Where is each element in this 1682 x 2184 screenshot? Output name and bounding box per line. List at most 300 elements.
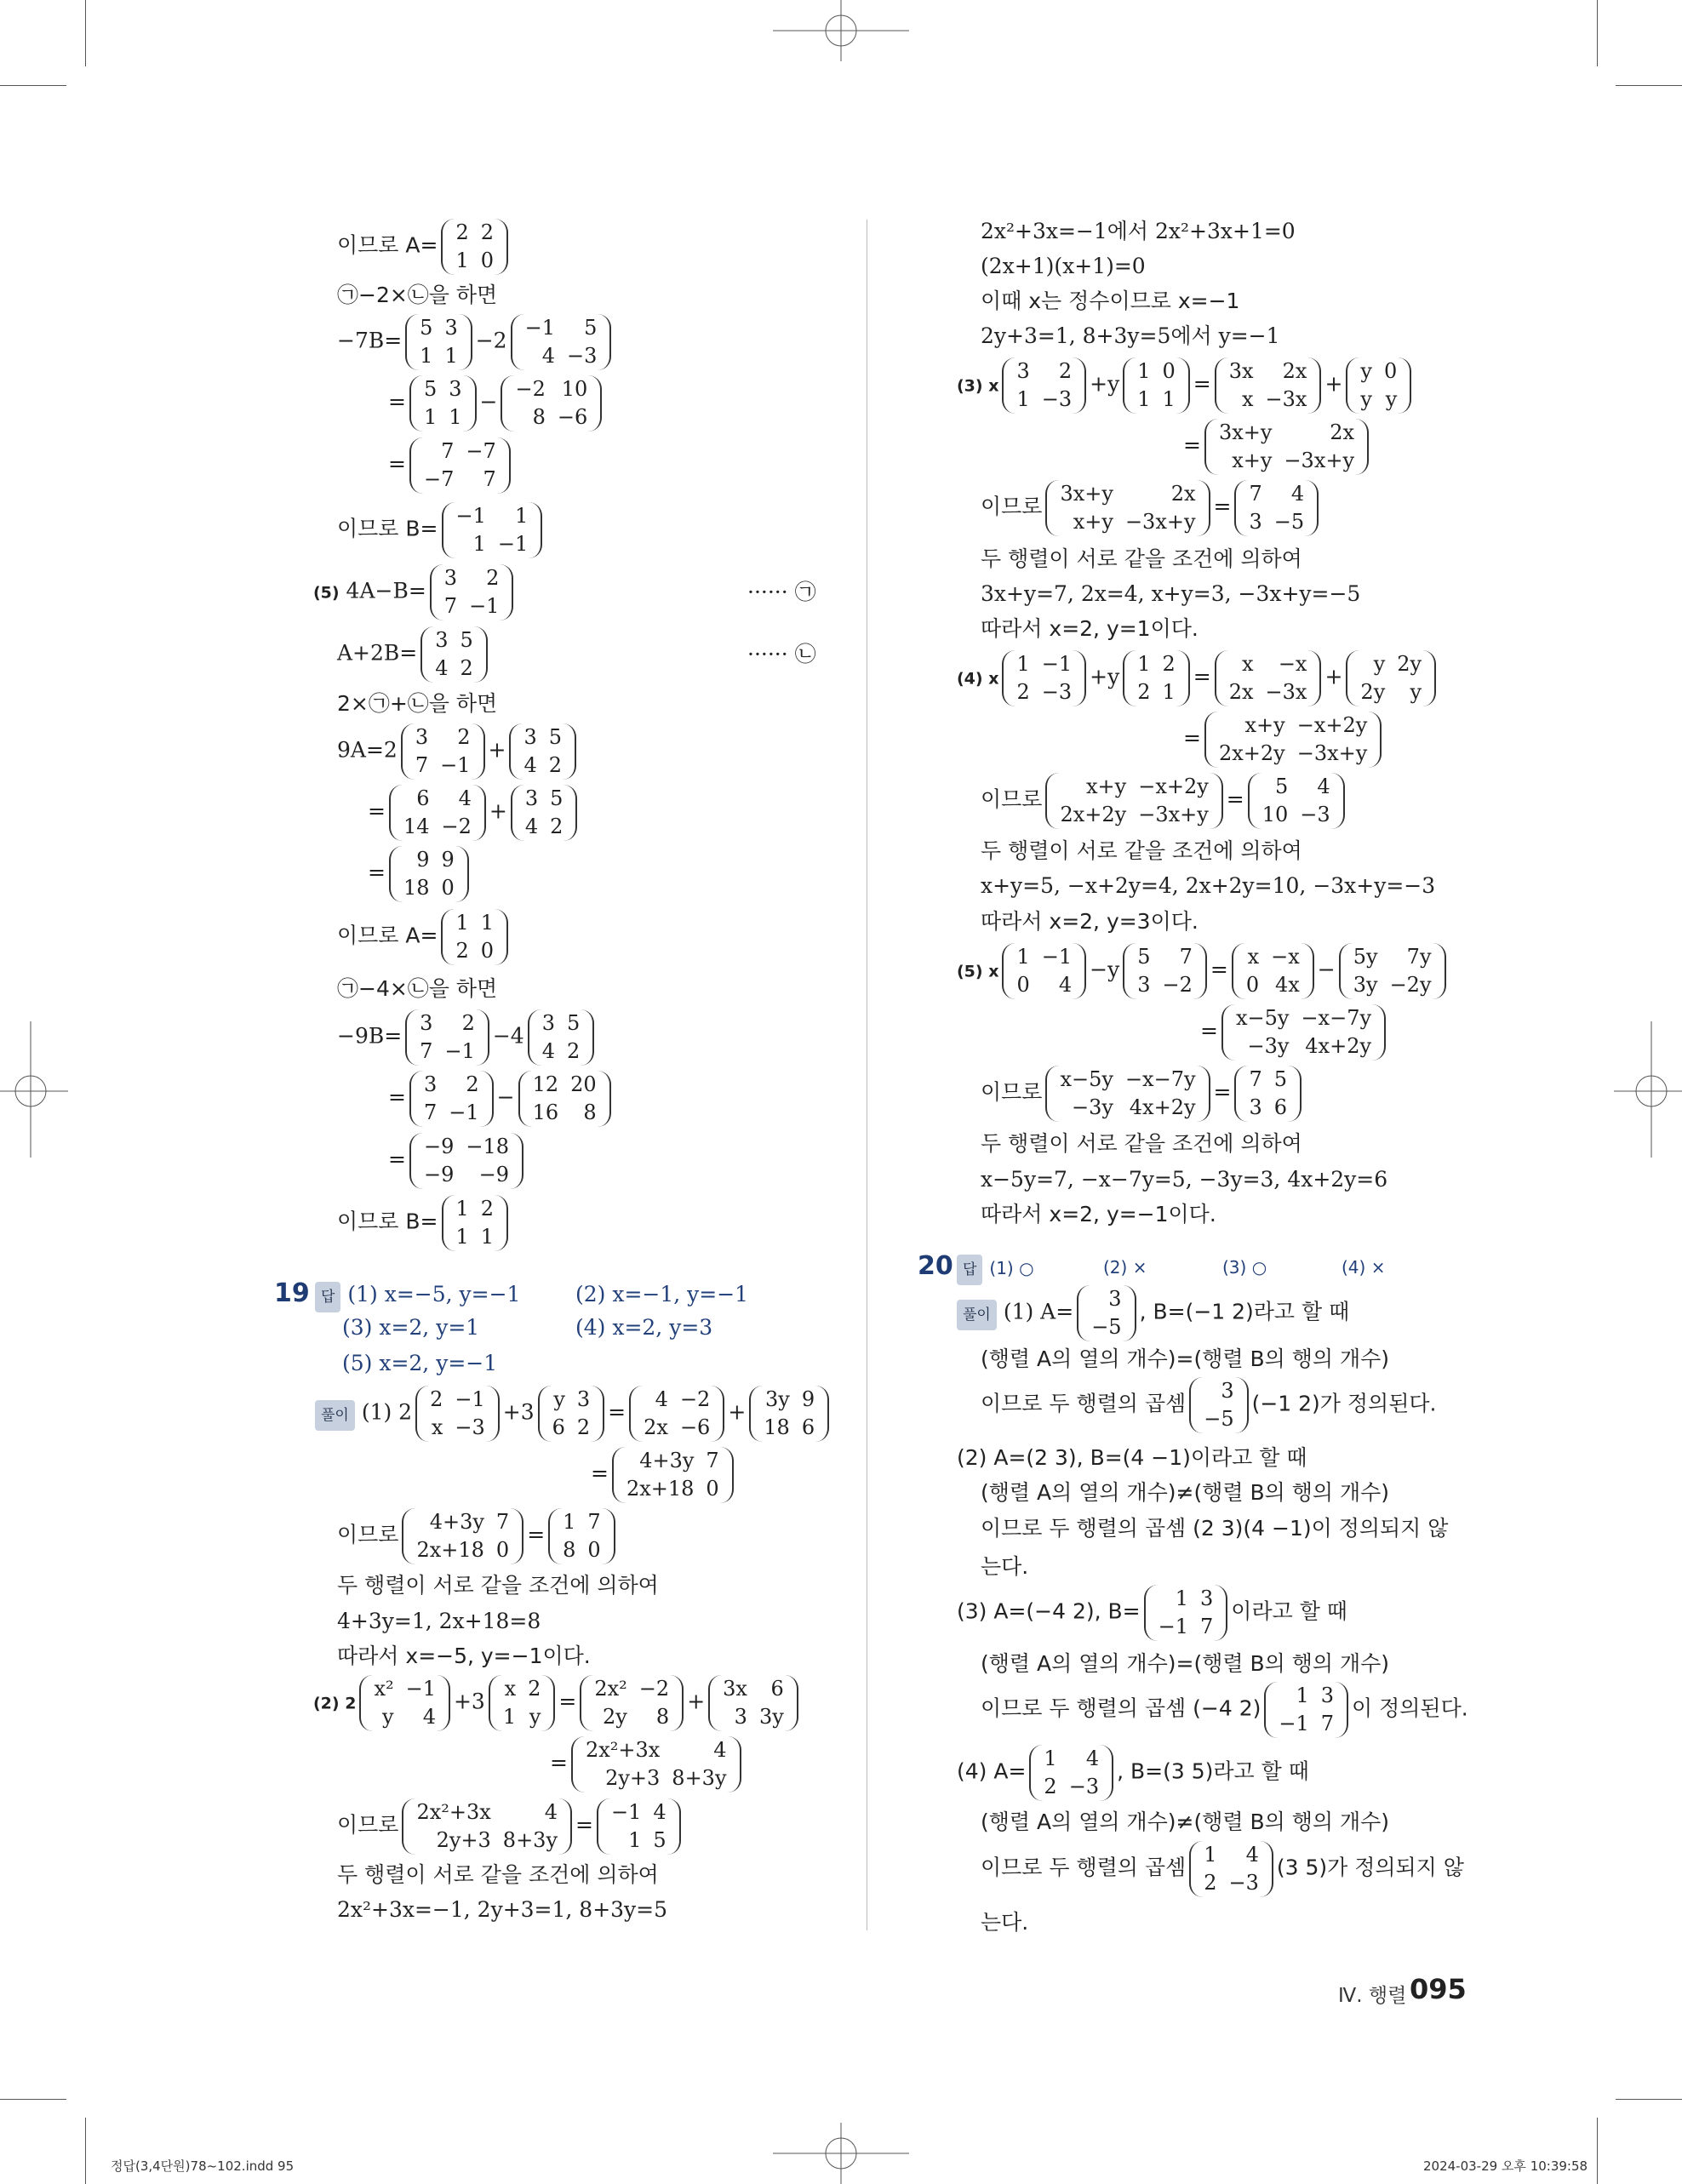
solution-badge: 풀이 (315, 1400, 355, 1431)
matrix-entry: −3 (1228, 1871, 1259, 1895)
matrix (441, 909, 508, 965)
matrix-entry: 3 (1221, 1379, 1234, 1403)
matrix-entry: 7 (587, 1510, 601, 1534)
matrix-entry: −1 (405, 1677, 436, 1701)
answer-row: 답 (1) ○ (957, 1253, 1034, 1285)
step-text: 이때 x는 정수이므로 x=−1 (981, 289, 1240, 313)
matrix-entry: 2x (644, 1415, 668, 1439)
matrix-entry: 2 (1162, 652, 1176, 676)
matrix (389, 785, 486, 841)
matrix-entry: 5 (566, 1011, 581, 1035)
matrix-entry: 7 (1320, 1712, 1335, 1735)
matrix (401, 723, 485, 780)
matrix-entry: 5 (420, 316, 433, 340)
matrix (1204, 712, 1382, 768)
crop-mark (0, 2099, 66, 2100)
matrix-entry: 4 (524, 815, 539, 838)
matrix-entry: 3 (576, 1387, 591, 1411)
matrix-entry: x+y (1073, 510, 1113, 534)
line-b-result: 이므로 B= −1 1 1 −1 (337, 502, 546, 558)
matrix (1002, 357, 1086, 414)
matrix-entry: x (1242, 652, 1254, 676)
matrix-entry: 7 (1249, 482, 1262, 506)
matrix-entry: 5 (1137, 945, 1151, 969)
problem-number-19: 19 (274, 1278, 310, 1308)
answer-row: 답 (1) x=−5, y=−1 (315, 1280, 520, 1312)
matrix-entry: 4 (541, 344, 555, 368)
matrix-entry: 2y (1397, 652, 1422, 676)
matrix-entry: 3x (723, 1677, 747, 1701)
condition-text: (행렬 A의 열의 개수)≠(행렬 B의 행의 개수) (981, 1810, 1389, 1834)
matrix-entry: 2x (1282, 359, 1307, 383)
answer-badge: 답 (315, 1282, 340, 1312)
matrix-entry: 2x+18 (626, 1477, 695, 1501)
matrix (1002, 943, 1086, 999)
matrix-entry: 3x (1228, 359, 1254, 383)
matrix-entry: 0 (441, 876, 455, 900)
matrix-entry: −1 (524, 316, 555, 340)
matrix-entry: −3 (1300, 803, 1330, 826)
matrix (1045, 480, 1210, 536)
equation-text: x+y=5, −x+2y=4, 2x+2y=10, −3x+y=−3 (981, 873, 1436, 898)
step-text: ㉠−2×㉡을 하면 (337, 283, 498, 307)
equation-line: 이므로 x−5y −x−7y −3y 4x+2y = 7 5 3 6 (981, 1066, 1305, 1122)
matrix-entry: 1 (1204, 1843, 1217, 1867)
matrix-entry: 18 (764, 1415, 790, 1439)
matrix (1123, 650, 1190, 706)
equation-line: 이므로 4+3y 7 2x+18 0 = 1 7 8 0 (337, 1508, 619, 1564)
matrix-entry: 3 (449, 377, 462, 401)
matrix-entry: x+y (1244, 713, 1285, 737)
matrix (571, 1736, 741, 1792)
matrix-entry: 5 (548, 725, 563, 749)
matrix-entry: x (431, 1415, 443, 1439)
matrix-entry: 4x+2y (1129, 1095, 1196, 1119)
matrix-entry: x−5y (1235, 1006, 1290, 1030)
equation-line: = −9 −18 −9 −9 (388, 1133, 527, 1189)
matrix-entry: −6 (557, 405, 588, 429)
matrix-entry: −3 (1068, 1775, 1100, 1798)
conclusion-text: 따라서 x=2, y=3이다. (981, 909, 1199, 934)
equation-line: = 3x+y 2x x+y −3x+y (1183, 419, 1372, 475)
matrix-entry: 2 (486, 566, 500, 590)
matrix-entry: 7 (441, 439, 455, 463)
matrix (1123, 943, 1207, 999)
matrix-entry: 0 (1016, 973, 1030, 997)
matrix (442, 502, 543, 558)
matrix-entry: −x−7y (1124, 1067, 1196, 1091)
matrix (359, 1675, 450, 1731)
step-text: 두 행렬이 서로 같을 조건에 의하여 (981, 546, 1302, 571)
matrix-entry: 4+3y (639, 1449, 695, 1472)
matrix-entry: y (529, 1705, 541, 1729)
matrix-entry: −3 (455, 1415, 485, 1439)
equation-line: = 4+3y 7 2x+18 0 (591, 1447, 737, 1503)
matrix-entry: 7y (1406, 945, 1432, 969)
matrix-entry: 4 (1058, 973, 1073, 997)
matrix-entry: −3x (1265, 680, 1307, 704)
matrix (415, 1386, 500, 1442)
matrix-entry: −x (1271, 945, 1300, 969)
crop-mark (1616, 2099, 1682, 2100)
matrix (511, 314, 612, 370)
matrix-entry: 5 (653, 1828, 667, 1852)
matrix-entry: x (504, 1677, 517, 1701)
matrix-entry: −x+2y (1138, 775, 1209, 798)
matrix-entry: 3 (1249, 1095, 1262, 1119)
matrix (1204, 419, 1369, 475)
matrix-entry: 4 (435, 656, 449, 680)
matrix-entry: 1 (423, 405, 438, 429)
page-number: 095 (1410, 1973, 1467, 2005)
matrix-entry: 3 (423, 1072, 438, 1096)
matrix-entry: 2 (1204, 1871, 1217, 1895)
matrix-entry: 4 (655, 1387, 668, 1411)
matrix-entry: 3 (1137, 973, 1151, 997)
matrix-entry: 1 (455, 249, 469, 272)
matrix-entry: 2 (1044, 1775, 1057, 1798)
matrix (1346, 357, 1411, 414)
matrix-entry: 3y (1353, 973, 1378, 997)
matrix-entry: 3 (1320, 1684, 1335, 1707)
matrix (1221, 1004, 1386, 1061)
crop-mark (85, 2118, 86, 2184)
matrix-entry: −3 (1041, 680, 1073, 704)
matrix (1215, 650, 1322, 706)
matrix-entry: x+y (1086, 775, 1127, 798)
matrix-entry: 3x+y (1218, 420, 1273, 444)
matrix-entry: 4 (523, 753, 537, 777)
matrix-entry: 3 (443, 566, 458, 590)
matrix-entry: 3 (734, 1705, 747, 1729)
matrix-entry: 3 (1016, 359, 1030, 383)
condition-text: (2) A=(2 3), B=(4 −1)이라고 할 때 (957, 1445, 1307, 1470)
crop-mark (0, 85, 66, 86)
matrix-entry: 7 (1249, 1067, 1262, 1091)
matrix-entry: 2 (1137, 680, 1151, 704)
matrix (441, 219, 508, 275)
matrix-entry: −1 (497, 532, 529, 556)
matrix-entry: −9 (423, 1163, 455, 1186)
matrix-entry: 5 (1275, 775, 1289, 798)
matrix-entry: 2x (1330, 420, 1355, 444)
matrix-entry: 5 (584, 316, 598, 340)
equation-line: 9A=2 3 2 7 −1 + 3 5 4 2 (337, 723, 580, 780)
matrix-entry: −1 (469, 594, 500, 618)
matrix-entry: 8 (563, 1538, 576, 1562)
matrix-entry: 1 (1016, 387, 1030, 411)
matrix-entry: 1 (1175, 1587, 1189, 1610)
equation-line: 이므로 두 행렬의 곱셈 (−4 2) 1 3 −1 7 이 정의된다. (981, 1682, 1468, 1738)
conclusion-text: 따라서 x=2, y=1이다. (981, 616, 1199, 641)
matrix-entry: 2 (430, 1387, 443, 1411)
matrix-entry: 2 (576, 1415, 591, 1439)
matrix-entry: y (382, 1705, 394, 1729)
matrix-entry: 8+3y (672, 1766, 727, 1790)
step-text: 두 행렬이 서로 같을 조건에 의하여 (981, 838, 1302, 863)
condition-text: 는다. (981, 1910, 1029, 1935)
matrix (1123, 357, 1190, 414)
matrix (1029, 1745, 1113, 1801)
matrix-entry: 6 (416, 786, 430, 810)
matrix (1232, 943, 1314, 999)
matrix-entry: −3 (1041, 387, 1073, 411)
equation-text: x−5y=7, −x−7y=5, −3y=3, 4x+2y=6 (981, 1167, 1388, 1192)
matrix-entry: −5 (1204, 1407, 1234, 1431)
condition-text: (행렬 A의 열의 개수)≠(행렬 B의 행의 개수) (981, 1480, 1389, 1505)
matrix-entry: 7 (415, 753, 429, 777)
equation-text: 2y+3=1, 8+3y=5에서 y=−1 (981, 323, 1280, 348)
matrix-entry: 20 (570, 1072, 597, 1096)
matrix (1339, 943, 1446, 999)
equation-line: = 3 2 7 −1 − 12 20 16 8 (388, 1071, 615, 1127)
timestamp: 2024-03-29 오후 10:39:58 (1423, 2158, 1588, 2174)
matrix-entry: 2 (566, 1039, 581, 1063)
matrix-entry: y (1360, 387, 1372, 411)
chapter-label: Ⅳ. 행렬 (1338, 1985, 1407, 2007)
matrix (1215, 357, 1322, 414)
matrix-entry: −18 (466, 1135, 509, 1158)
equation-line: = x+y −x+2y 2x+2y −3x+y (1183, 712, 1385, 768)
matrix-entry: 1 (1162, 680, 1176, 704)
conclusion-text: 따라서 x=2, y=−1이다. (981, 1202, 1216, 1226)
matrix (409, 437, 511, 494)
equation-line: = 2x²+3x 4 2y+3 8+3y (550, 1736, 745, 1792)
equation-line: = x−5y −x−7y −3y 4x+2y (1200, 1004, 1389, 1061)
matrix-entry: y (553, 1387, 565, 1411)
matrix-entry: 16 (532, 1101, 559, 1124)
matrix (1264, 1682, 1348, 1738)
matrix-entry: 4 (713, 1738, 727, 1762)
matrix-entry: −7 (423, 467, 455, 491)
matrix-entry: 2 (455, 939, 469, 963)
crop-mark (85, 0, 86, 66)
matrix-entry: 4x+2y (1305, 1034, 1372, 1058)
matrix (1189, 1377, 1248, 1433)
matrix-entry: −3x+y (1284, 449, 1355, 472)
matrix-entry: 5 (423, 377, 438, 401)
matrix-entry: 1 (1137, 387, 1151, 411)
matrix-entry: x−5y (1060, 1067, 1113, 1091)
matrix (612, 1447, 734, 1503)
crop-mark (1616, 85, 1682, 86)
matrix-entry: 8 (583, 1101, 597, 1124)
matrix-entry: 2 (1016, 680, 1030, 704)
matrix-entry: 9 (441, 848, 455, 872)
matrix-entry: 6 (1273, 1095, 1288, 1119)
solution-badge: 풀이 (957, 1300, 997, 1330)
matrix-entry: 6 (552, 1415, 565, 1439)
conclusion-text: 따라서 x=−5, y=−1이다. (337, 1644, 591, 1668)
answer-item: (4) x=2, y=3 (575, 1315, 713, 1340)
matrix-entry: 3 (1249, 510, 1262, 534)
matrix-entry: 7 (706, 1449, 719, 1472)
matrix-entry: −2 (1162, 973, 1193, 997)
matrix-entry: 2x (1228, 680, 1254, 704)
equation-text: 2x²+3x=−1, 2y+3=1, 8+3y=5 (337, 1897, 668, 1922)
matrix-entry: 2 (528, 1677, 541, 1701)
matrix-entry: 2x (1170, 482, 1196, 506)
matrix (580, 1675, 684, 1731)
equation-line: −7B= 5 3 1 1 −2 −1 5 4 −3 (337, 314, 615, 370)
matrix-entry: 2 (457, 725, 471, 749)
matrix (1045, 1066, 1210, 1122)
equation-line: 이므로 3x+y 2x x+y −3x+y = 7 4 3 −5 (981, 480, 1322, 536)
matrix (597, 1798, 681, 1855)
equation-line: (4) A= 1 4 2 −3 , B=(3 5)라고 할 때 (957, 1745, 1309, 1801)
matrix-entry: 1 (455, 911, 469, 935)
matrix-entry: −1 (440, 753, 471, 777)
matrix-entry: 2y+3 (436, 1828, 491, 1852)
matrix (489, 1675, 556, 1731)
matrix-entry: 4 (1290, 482, 1305, 506)
matrix-entry: 8 (532, 405, 546, 429)
matrix-entry: 1 (455, 1225, 469, 1249)
matrix-entry: 3 (444, 316, 458, 340)
matrix-entry: 1 (628, 1828, 642, 1852)
crop-mark (1597, 2118, 1598, 2184)
answer-item: (2) x=−1, y=−1 (575, 1282, 749, 1306)
answer-item: (4) × (1342, 1257, 1386, 1278)
matrix (409, 1071, 494, 1127)
matrix-entry: 4 (1317, 775, 1330, 798)
matrix-entry: 7 (495, 1510, 510, 1534)
matrix-entry: 2x+2y (1060, 803, 1127, 826)
matrix-entry: 2x+18 (416, 1538, 484, 1562)
matrix-entry: 1 (1296, 1684, 1309, 1707)
matrix-entry: −1 (455, 504, 486, 528)
matrix (405, 314, 472, 370)
matrix-entry: −3y (1247, 1034, 1290, 1058)
matrix-entry: 0 (706, 1477, 719, 1501)
matrix-entry: 4 (653, 1800, 667, 1824)
matrix-entry: 2 (1058, 359, 1073, 383)
registration-mark-left (0, 1021, 68, 1158)
matrix-entry: 2y+3 (605, 1766, 661, 1790)
matrix (1234, 480, 1319, 536)
registration-mark-top (773, 0, 909, 68)
matrix-entry: −3x+y (1138, 803, 1209, 826)
matrix-entry: 5 (550, 786, 564, 810)
matrix-entry: 1 (1016, 945, 1030, 969)
equation-text: 2x²+3x=−1에서 2x²+3x+1=0 (981, 219, 1296, 243)
matrix-entry: −9 (423, 1135, 455, 1158)
matrix-entry: 3 (523, 725, 537, 749)
equation-line: = 9 9 18 0 (368, 846, 472, 902)
matrix-entry: 2y (1360, 680, 1386, 704)
matrix-entry: x+y (1232, 449, 1273, 472)
matrix-entry: 1 (472, 532, 486, 556)
equation-line: 이므로 x+y −x+2y 2x+2y −3x+y = 5 4 10 −3 (981, 773, 1348, 829)
matrix (389, 846, 469, 902)
matrix-entry: 3 (420, 1011, 433, 1035)
matrix (430, 564, 514, 620)
matrix-entry: 3 (1108, 1287, 1122, 1311)
matrix-entry: 2x+2y (1218, 741, 1285, 765)
equation-tag: ······ ㉠ (747, 580, 816, 604)
matrix (1045, 773, 1222, 829)
matrix-entry: 7 (483, 467, 496, 491)
equation-text: 4+3y=1, 2x+18=8 (337, 1609, 541, 1633)
matrix-entry: −3y (1072, 1095, 1113, 1119)
condition-text: (행렬 A의 열의 개수)=(행렬 B의 행의 개수) (981, 1651, 1389, 1676)
matrix-entry: 1 (1016, 652, 1030, 676)
matrix-entry: −1 (1279, 1712, 1309, 1735)
matrix-entry: −1 (1041, 945, 1073, 969)
matrix-entry: −5 (1273, 510, 1305, 534)
matrix-entry: 3 (415, 725, 429, 749)
matrix-entry: 1 (420, 344, 433, 368)
condition-text: 이므로 두 행렬의 곱셈 (2 3)(4 −1)이 정의되지 않 (981, 1516, 1449, 1541)
condition-text: 는다. (981, 1554, 1029, 1579)
matrix-entry: 0 (587, 1538, 601, 1562)
matrix-entry: 6 (801, 1415, 815, 1439)
matrix-entry: y (1360, 359, 1372, 383)
matrix (1189, 1841, 1273, 1897)
matrix-entry: 1 (444, 344, 458, 368)
matrix-entry: −3x+y (1124, 510, 1196, 534)
matrix-entry: 0 (480, 249, 495, 272)
matrix-entry: 0 (480, 939, 495, 963)
matrix (629, 1386, 724, 1442)
equation-line: (5) x 1 −1 0 4 −y 5 7 3 −2 = x −x 0 4x − 5y 7y 3y −2y (957, 943, 1450, 999)
equation-line: 풀이 (1) 2 2 −1 x −3 +3 y 3 6 2 = 4 −2 2x −6 + 3y 9 18 6 (315, 1386, 832, 1442)
matrix-entry: 0 (1245, 973, 1260, 997)
equation-line: (5) 4A−B= 3 2 7 −1 (313, 564, 517, 620)
matrix-entry: −1 (444, 1039, 475, 1063)
matrix-entry: 7 (423, 1101, 438, 1124)
answer-badge: 답 (957, 1255, 982, 1285)
matrix-entry: 2x²+3x (416, 1800, 491, 1824)
matrix-entry: 7 (1200, 1615, 1214, 1638)
equation-line: (2) 2 x² −1 y 4 +3 x 2 1 y = 2x² −2 2y 8 + 3x 6 3 3y (313, 1675, 802, 1731)
matrix-entry: 4 (1085, 1747, 1100, 1770)
matrix-entry: 5y (1353, 945, 1378, 969)
equation-line: 이므로 두 행렬의 곱셈 1 4 2 −3 (3 5)가 정의되지 않 (981, 1841, 1464, 1897)
matrix-entry: 7 (420, 1039, 433, 1063)
matrix-entry: 0 (495, 1538, 510, 1562)
matrix-entry: 5 (1273, 1067, 1288, 1091)
equation-line: 풀이 (1) A= 3 −5 , B=(−1 2)라고 할 때 (957, 1285, 1349, 1341)
matrix-entry: 3 (524, 786, 539, 810)
registration-mark-right (1614, 1021, 1682, 1158)
matrix-entry: x² (374, 1677, 394, 1701)
matrix (518, 1071, 611, 1127)
matrix (402, 1508, 523, 1564)
matrix (1248, 773, 1345, 829)
matrix-entry: 1 (515, 504, 529, 528)
matrix-entry: 2 (548, 753, 563, 777)
matrix-entry: 0 (1162, 359, 1176, 383)
matrix-entry: 9 (801, 1387, 815, 1411)
matrix-entry: 10 (1262, 803, 1289, 826)
matrix-entry: 2x² (594, 1677, 627, 1701)
matrix-entry: 1 (1137, 359, 1151, 383)
problem-number-20: 20 (918, 1251, 953, 1281)
step-text: ㉠−4×㉡을 하면 (337, 976, 498, 1001)
line-b-result: 이므로 B= 1 2 1 1 (337, 1195, 512, 1251)
equation-line: (3) x 3 2 1 −3 +y 1 0 1 1 = 3x 2x x −3x + y 0 y y (957, 357, 1415, 414)
line-a-result: 이므로 A= 2 2 1 0 (337, 219, 512, 275)
step-text: 두 행렬이 서로 같을 조건에 의하여 (337, 1862, 659, 1887)
matrix-entry: −x+2y (1296, 713, 1368, 737)
matrix-entry: y (1410, 680, 1422, 704)
matrix-entry: 2 (550, 815, 564, 838)
matrix (1077, 1285, 1136, 1341)
matrix-entry: 12 (532, 1072, 559, 1096)
equation-text: 3x+y=7, 2x=4, x+y=3, −3x+y=−5 (981, 581, 1361, 606)
matrix-entry: −3x+y (1296, 741, 1368, 765)
